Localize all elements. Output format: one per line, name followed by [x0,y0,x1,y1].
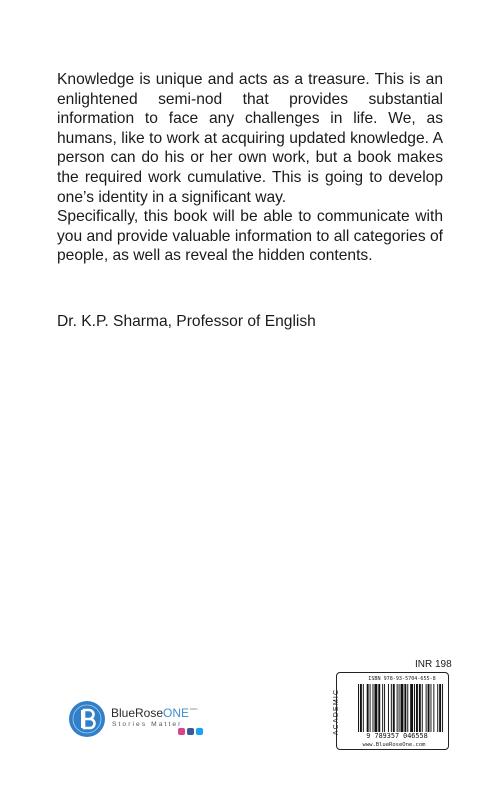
blurb-paragraph-1: Knowledge is unique and acts as a treasure. This is an enlightened semi-nod that provides substantial information to face any challenges in life. We, as humans, like to work at acquiring updated knowledge. A person can do his or her own work, but a book makes the required work cumulative. This is going to develop one’s identity in a significant way. [57,71,443,206]
twitter-icon [196,728,203,735]
back-cover-blurb [57,70,443,266]
isbn-barcode [358,684,444,732]
publisher-name-accent: ONE [163,706,190,720]
publisher-name-suffix: com [190,706,198,711]
social-icons [178,728,203,735]
facebook-icon [187,728,194,735]
category-label: ACADEMIC [333,688,340,736]
blurb-paragraph-2: Specifically, this book will be able to communicate with you and provide valuable information to all categories of people, as well as reveal the hidden contents. [57,208,443,265]
bluerose-logo-icon [68,700,106,738]
instagram-icon [178,728,185,735]
publisher-website: www.BlueRoseOne.com [362,742,426,748]
publisher-name-main: BlueRose [111,706,164,720]
publisher-name [111,706,198,720]
barcode-digits: 9 789357 046558 [366,732,428,740]
author-signature: Dr. K.P. Sharma, Professor of English [57,313,316,330]
isbn-text: ISBN 978-93-5704-655-8 [368,676,436,682]
price-label: INR 198 [415,659,452,670]
publisher-logo [68,700,218,740]
publisher-tagline: Stories Matter [112,721,183,728]
